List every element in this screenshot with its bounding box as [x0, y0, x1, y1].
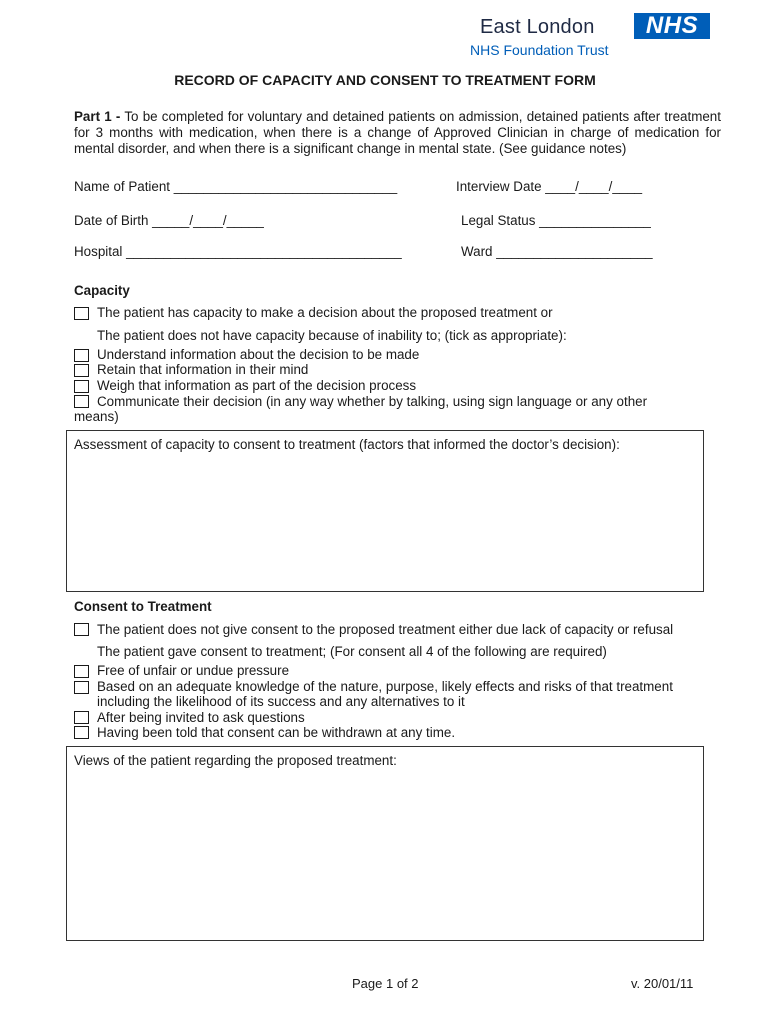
legal-status-field[interactable]: Legal Status _______________	[461, 213, 651, 228]
views-box[interactable]	[66, 746, 704, 941]
organization-name: East London	[480, 16, 595, 38]
adequate-knowledge-checkbox[interactable]	[74, 681, 89, 694]
capacity-item: Understand information about the decision to be made	[97, 347, 420, 362]
organization-trust: NHS Foundation Trust	[470, 42, 609, 58]
capacity-item: Weigh that information as part of the decision process	[97, 378, 417, 393]
has-capacity-label: The patient has capacity to make a decision about the proposed treatment or	[97, 305, 553, 320]
understand-checkbox[interactable]	[74, 349, 89, 362]
interview-date-field[interactable]: Interview Date ____/____/____	[456, 179, 643, 194]
no-consent-checkbox[interactable]	[74, 623, 89, 636]
no-capacity-intro: The patient does not have capacity because of inability to; (tick as appropriate):	[97, 328, 567, 343]
consent-item: Based on an adequate knowledge of the nature, purpose, likely effects and risks of that treatment	[97, 679, 673, 694]
page-number: Page 1 of 2	[352, 976, 419, 991]
consent-item-continuation: including the likelihood of its success and any alternatives to it	[97, 694, 465, 709]
no-consent-label: The patient does not give consent to the proposed treatment either due lack of capacity or refusal	[97, 622, 674, 637]
date-of-birth-field[interactable]: Date of Birth _____/____/_____	[74, 213, 264, 228]
weigh-checkbox[interactable]	[74, 380, 89, 393]
version-label: v. 20/01/11	[631, 976, 694, 991]
retain-checkbox[interactable]	[74, 364, 89, 377]
name-of-patient-field[interactable]: Name of Patient ______________________________	[74, 179, 398, 194]
capacity-item-continuation: means)	[74, 409, 119, 424]
withdraw-consent-checkbox[interactable]	[74, 726, 89, 739]
form-title: RECORD OF CAPACITY AND CONSENT TO TREATMENT FORM	[174, 72, 596, 88]
ask-questions-checkbox[interactable]	[74, 711, 89, 724]
consent-item: After being invited to ask questions	[97, 710, 305, 725]
consent-heading: Consent to Treatment	[74, 599, 212, 614]
has-capacity-checkbox[interactable]	[74, 307, 89, 320]
intro-text: To be completed for voluntary and detained patients on admission, detained patients after treatment for 3 months with medication, when there is a change of Approved Clinician in charge of medication for mental disorder, and when there is a significant change in mental state. (See guidance notes)	[74, 109, 721, 157]
consent-item: Having been told that consent can be withdrawn at any time.	[97, 725, 456, 740]
views-label: Views of the patient regarding the proposed treatment:	[74, 753, 397, 768]
hospital-field[interactable]: Hospital _____________________________________	[74, 244, 402, 259]
assessment-label: Assessment of capacity to consent to treatment (factors that informed the doctor’s decision):	[74, 437, 620, 452]
consent-item: Free of unfair or undue pressure	[97, 663, 290, 678]
assessment-box[interactable]	[66, 430, 704, 592]
communicate-checkbox[interactable]	[74, 395, 89, 408]
nhs-logo: NHS	[634, 13, 710, 39]
intro-paragraph	[74, 109, 721, 158]
capacity-item: Communicate their decision (in any way whether by talking, using sign language or any other	[97, 394, 648, 409]
capacity-item: Retain that information in their mind	[97, 362, 309, 377]
gave-consent-intro: The patient gave consent to treatment; (For consent all 4 of the following are required)	[97, 644, 607, 659]
part-label: Part 1 -	[74, 109, 121, 124]
free-of-pressure-checkbox[interactable]	[74, 665, 89, 678]
ward-field[interactable]: Ward _____________________	[461, 244, 653, 259]
capacity-heading: Capacity	[74, 283, 130, 298]
